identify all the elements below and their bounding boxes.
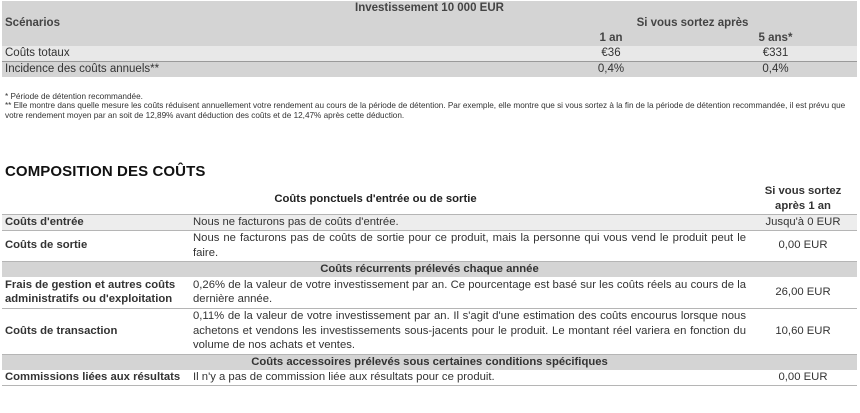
- cost-description: Nous ne facturons pas de coûts de sortie pour ce produit, mais la personne qui vous vend le produit peut le faire.: [193, 232, 746, 259]
- cost-description: 0,26% de la valeur de votre investissement par an. Ce pourcentage est basé sur les coûts réels au cours de la dernière année.: [193, 278, 746, 306]
- footnote-2: ** Elle montre dans quelle mesure les coûts réduisent annuellement votre rendement au cours de la période de détention. Par exemple, elle montre que si vous sortez à la fin de la période de détention recommandée, il est prévu que votre rendement moyen par an soit de 12,89% avant déduction des coûts et de 12,47% après cette déduction.: [5, 101, 846, 120]
- cost-label: Coûts de transaction: [5, 324, 118, 337]
- cost-label: Coûts de sortie: [5, 239, 88, 252]
- scenarios-label: Scénarios: [5, 17, 60, 29]
- table-row: [2, 230, 857, 261]
- cost-value: 26,00 EUR: [775, 286, 831, 298]
- cost-description: Nous ne facturons pas de coûts d'entrée.: [193, 216, 399, 228]
- table-row: [2, 62, 857, 78]
- footnote-1: * Période de détention recommandée.: [5, 92, 143, 101]
- cost-description: Il n'y a pas de commission liée aux résultats pour ce produit.: [193, 371, 495, 383]
- table-row: [2, 308, 857, 354]
- cost-label: Frais de gestion et autres coûts administratifs ou d'exploitation: [5, 278, 176, 306]
- empty-cell: [2, 31, 528, 46]
- exit-label: Si vous sortez après: [636, 17, 749, 29]
- table-title: Investissement 10 000 EUR: [355, 2, 504, 14]
- col-2-label: 5 ans*: [758, 32, 793, 44]
- section-heading: Coûts récurrents prélevés chaque année: [2, 261, 857, 277]
- section-heading: Coûts accessoires prélevés sous certaines conditions spécifiques: [2, 354, 857, 370]
- col-1-label: 1 an: [599, 32, 623, 44]
- row-label: Incidence des coûts annuels**: [5, 63, 160, 75]
- composition-table: [2, 184, 857, 386]
- table-row: [2, 277, 857, 308]
- cost-value: 0,00 EUR: [778, 239, 828, 252]
- header-left: Coûts ponctuels d'entrée ou de sortie: [274, 192, 477, 205]
- header-right-line1: Si vous sortez: [764, 185, 842, 197]
- cost-value: 10,60 EUR: [775, 324, 831, 337]
- cost-value: Jusqu'à 0 EUR: [765, 216, 841, 228]
- section-title: COMPOSITION DES COÛTS: [5, 163, 206, 180]
- cost-description: 0,11% de la valeur de votre investissement par an. Il s'agit d'une estimation des coûts encourus lorsque nous achetons et vendons les investissements sous-jacents pour le produit. Le montant réel variera en fonction du volume de nos achats et ventes.: [193, 310, 746, 352]
- table-row: [2, 215, 857, 231]
- row-label: Coûts totaux: [5, 47, 70, 59]
- header-right-line2: après 1 an: [775, 200, 831, 212]
- row-value-1: 0,4%: [597, 63, 625, 75]
- row-value-2: 0,4%: [762, 63, 789, 75]
- table-row: [2, 370, 857, 385]
- table-row: [2, 46, 857, 62]
- cost-label: Coûts d'entrée: [5, 216, 84, 228]
- cost-value: 0,00 EUR: [778, 371, 828, 383]
- scenario-table: [2, 1, 857, 77]
- header-right: [749, 184, 857, 215]
- cost-label: Commissions liées aux résultats: [5, 371, 181, 383]
- row-value-1: €36: [601, 47, 621, 59]
- row-value-2: €331: [762, 47, 789, 59]
